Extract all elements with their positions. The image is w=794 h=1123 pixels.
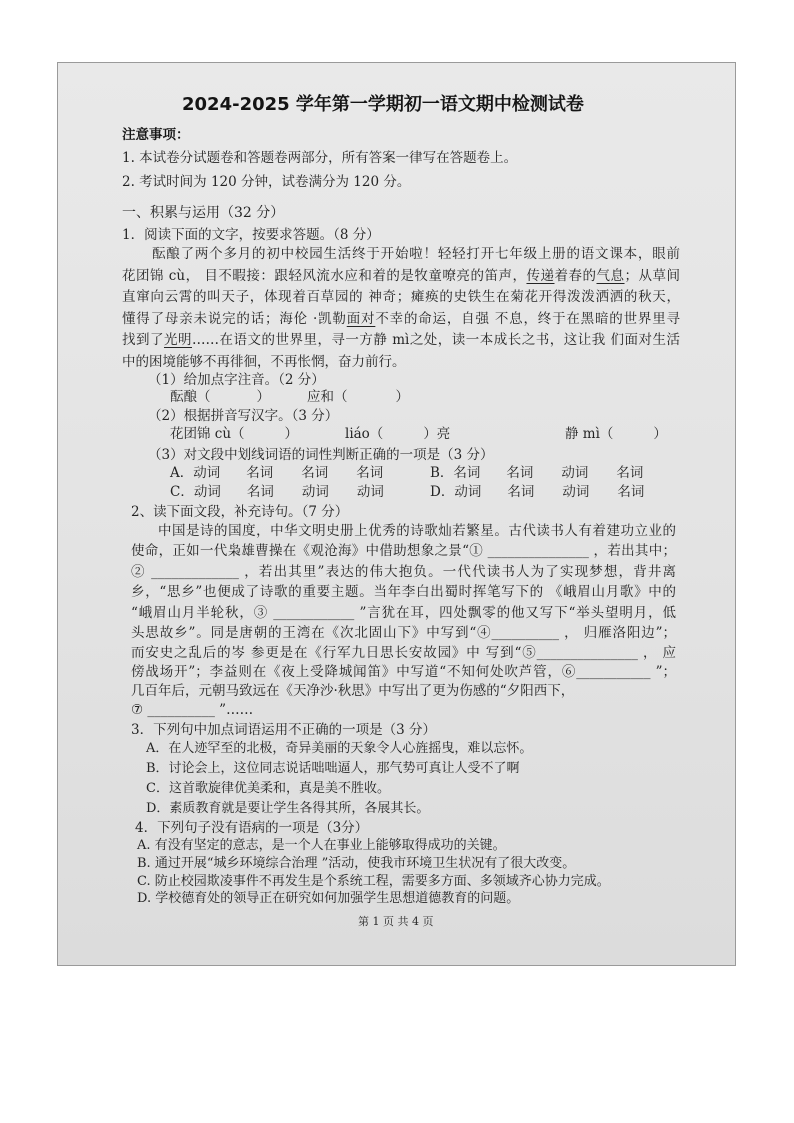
poem-passage-line: 几百年后，元朝马致远在《天净沙·秋思》中写出了更为伤感的“夕阳西下， [131,683,575,699]
option-label: D． [430,484,455,500]
passage-line-5 [122,330,680,350]
passage-text: 找到了 [122,332,164,348]
question-4-option-a: A. 有没有坚定的意志，是一个人在事业上能够取得成功的关键。 [137,838,506,853]
poem-passage-line: 使命，正如一代枭雄曹操在《观沧海》中借助想象之景“① _______________ ，若出其中； [131,543,676,559]
poem-passage-line: 中国是诗的国度，中华文明史册上优秀的诗歌灿若繁星。古代读书人有着建功立业的 [158,523,676,539]
question-3-option-b: B．讨论会上，这位同志说话咄咄逼人，那气势可真让人受不了啊 [146,761,520,776]
option-word: 动词 [193,484,221,500]
notice-item-1: 1. 本试卷分试题卷和答题卷两部分，所有答案一律写在答题卷上。 [122,150,518,166]
poem-passage-line: ⑦ __________ ”…… [131,702,254,718]
option-label: A． [170,465,194,481]
answer-blank [245,437,285,438]
option-word: 名词 [616,465,644,481]
item-text: ） [395,389,409,405]
choice-option-c [170,482,384,502]
underlined-word: 面对 [346,311,376,327]
option-word: 动词 [561,465,589,481]
poem-passage-line: 头思故乡”。同是唐朝的王湾在《次北固山下》中写到“④__________ ， 归雁洛阳边”； [131,625,676,641]
passage-text: 花团锦 cù， 目不暇接：跟轻风流水应和着的是牧童嘹亮的笛声， [122,268,527,284]
passage-text: ……在语文的世界里，寻一方静 mì之处，读一本成长之书，这让我 们面对生活 [191,332,681,348]
item-text: 酝酿（ [170,389,211,405]
item-text: ） [256,389,270,405]
option-word: 动词 [454,484,482,500]
pinyin-item-1 [170,424,298,444]
answer-blank [348,400,396,401]
passage-line-4 [122,309,680,329]
question-4-option-c: C. 防止校园欺凌事件不再发生是个系统工程，需要多方面、多领域齐心协力完成。 [137,874,610,889]
passage-line-1 [152,244,680,264]
item-text: liáo（ [345,426,384,442]
poem-passage-line: “峨眉山月半轮秋，③ ____________ ”言犹在耳，四处飘零的他又写下“举头望明月，低 [131,605,676,621]
option-word: 动词 [301,484,329,500]
passage-text: 着春的 [554,268,597,284]
option-word: 名词 [507,484,535,500]
phonetic-item-1 [170,387,270,407]
question-3-option-c: C．这首歌旋律优美柔和，真是美不胜收。 [146,781,390,796]
underlined-word: 气息 [596,268,625,284]
poem-passage-line: 乡，“思乡”也便成了诗歌的重要主题。当年李白出蜀时挥笔写下的 《峨眉山月歌》中的 [131,584,676,600]
choice-option-a [170,463,383,483]
option-word: 名词 [506,465,534,481]
question-3-option-d: D．素质教育就是要让学生各得其所，各展其长。 [146,801,430,816]
item-text: 静 mì（ [565,426,614,442]
passage-line-3 [122,287,680,307]
option-word: 动词 [356,484,384,500]
option-word: 名词 [453,465,481,481]
option-label: B． [430,465,454,481]
notice-item-2: 2. 考试时间为 120 分钟，试卷满分为 120 分。 [122,174,411,190]
section-heading: 一、积累与运用（32 分） [122,205,285,221]
question-2-prompt: 2、读下面文段，补充诗句。（7 分） [131,504,349,520]
page-number-footer: 第 1 页 共 4 页 [358,915,434,928]
answer-blank [613,437,653,438]
item-text: ）亮 [423,426,451,442]
pinyin-item-3 [565,424,667,444]
sub-question-2-prompt: （2）根据拼音写汉字。（3 分） [148,408,339,424]
poem-passage-line: ② _____________ ，若出其里”表达的伟大抱负。一代代读书人为了实现梦想，背井离 [131,564,676,580]
passage-line-6 [122,352,406,372]
passage-text: 直窜向云霄的叫天子，体现着百草园的 神奇；瘫痪的史铁生在菊花开得泼泼洒洒的秋天， [122,289,680,305]
underlined-word: 传递 [526,268,555,284]
sub-question-3-prompt: （3）对文段中划线词语的词性判断正确的一项是（3 分） [148,447,494,463]
question-4-option-b: B. 通过开展“城乡环境综合治理 ”活动，使我市环境卫生状况有了很大改变。 [137,856,576,871]
choice-option-b [430,463,643,483]
item-text: 花团锦 cù（ [170,426,245,442]
pinyin-item-2 [345,424,450,444]
exam-title: 2024-2025 学年第一学期初一语文期中检测试卷 [182,94,584,115]
passage-text: 懂得了母亲未说完的话；海伦 ·凯勒 [122,311,347,327]
poem-passage-line: 傍战场开”；李益则在《夜上受降城闻笛》中写道“不知何处吹芦管，⑥___________ ”； [131,664,676,680]
passage-text: 酝酿了两个多月的初中校园生活终于开始啦！轻轻打开七年级上册的语文课本，眼前 [152,246,680,262]
underlined-word: 光明 [163,332,192,348]
phonetic-item-2 [307,387,409,407]
option-word: 名词 [617,484,645,500]
option-word: 名词 [356,465,384,481]
question-1-prompt: 1．阅读下面的文字，按要求答题。（8 分） [122,227,380,243]
question-4-option-d: D. 学校德育处的领导正在研究如何加强学生思想道德教育的问题。 [137,891,520,906]
answer-blank [211,400,257,401]
question-3-option-a: A．在人迹罕至的北极，奇异美丽的天象令人心旌摇曳，难以忘怀。 [146,741,533,756]
passage-text: 中的困境能够不再徘徊，不再怅惘，奋力前行。 [122,354,406,370]
item-text: 应和（ [307,389,348,405]
item-text: ） [284,426,299,442]
passage-line-2 [122,266,680,286]
option-word: 名词 [246,465,274,481]
answer-blank [383,437,423,438]
option-word: 动词 [193,465,221,481]
option-word: 名词 [246,484,274,500]
option-word: 名词 [301,465,329,481]
poem-passage-line: 而安史之乱后的岑 参更是在《行军九日思长安故园》中 写到“⑤_______________ ， 应 [131,645,676,661]
item-text: ） [653,426,667,442]
option-word: 动词 [562,484,590,500]
choice-option-d [430,482,644,502]
passage-text: 不幸的命运，自强 不息，终于在黑暗的世界里寻 [375,311,680,327]
notice-heading: 注意事项： [122,127,190,143]
question-4-prompt: 4．下列句子没有语病的一项是（3分） [135,820,369,836]
question-3-prompt: 3．下列句中加点词语运用不正确的一项是（3 分） [131,722,436,738]
passage-text: ；从草间 [624,268,681,284]
sub-question-1-prompt: （1）给加点字注音。（2 分） [148,372,325,388]
option-label: C． [170,484,194,500]
